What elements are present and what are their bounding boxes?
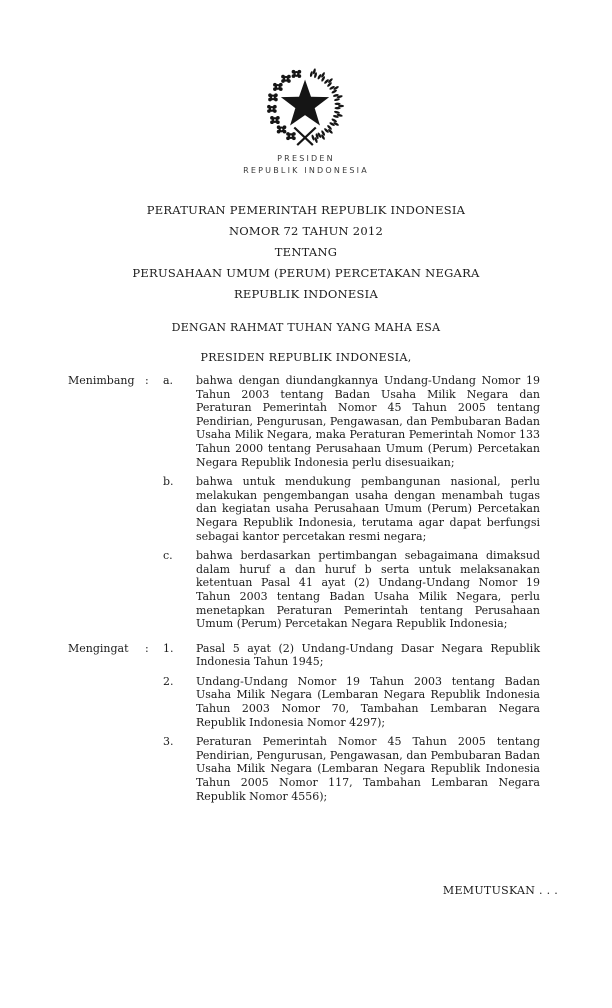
item-marker: a. [163, 374, 174, 387]
invocation-line: DENGAN RAHMAT TUHAN YANG MAHA ESA [171, 321, 441, 334]
considerations-colon: : [145, 374, 149, 387]
considerations-label: Menimbang [68, 374, 135, 387]
title-line-1: PERATURAN PEMERINTAH REPUBLIK INDONESIA [146, 203, 466, 217]
letterhead-caption-line1: PRESIDEN [277, 154, 335, 163]
item-marker: b. [163, 475, 174, 489]
catchword-memutuskan: MEMUTUSKAN . . . [442, 884, 558, 897]
legal-basis-label: Mengingat [68, 641, 129, 655]
title-line-4: PERUSAHAAN UMUM (PERUM) PERCETAKAN NEGARA [132, 266, 480, 280]
considerations-section [68, 374, 540, 631]
item-text: Undang-Undang Nomor 19 Tahun 2003 tentang Badan Usaha Milik Negara (Lembaran Negara Republik Indonesia Tahun 2003 Nomor 70, Tambahan Lembaran Negara Republik Indonesia Nomor 4297); [196, 674, 540, 729]
legal-basis-items [161, 642, 540, 804]
item-text: bahwa untuk mendukung pembangunan nasional, perlu melakukan pengembangan usaha dengan menambah tugas dan kegiatan usaha Perusahaan Umum (Perum) Percetakan Negara Republik Indonesia, terutama agar dapat berfungsi sebagai kantor percetakan resmi negara; [196, 475, 540, 543]
item-text: bahwa dengan diundangkannya Undang-Undang Nomor 19 Tahun 2003 tentang Badan Usaha Milik Negara dan Peraturan Pemerintah Nomor 45 Tahun 2005 tentang Pendirian, Pengurusan, Pengawasan, dan Pembubaran Badan Usaha Milik Negara, maka Peraturan Pemerintah Nomor 133 Tahun 2000 tentang Perusahaan Umum (Perum) Percetakan Negara Republik Indonesia perlu disesuaikan; [196, 374, 540, 469]
authority-line: PRESIDEN REPUBLIK INDONESIA, [200, 351, 412, 364]
consideration-item-b [161, 475, 540, 543]
legal-basis-item-1 [161, 642, 540, 669]
title-line-5: REPUBLIK INDONESIA [233, 287, 379, 301]
title-line-3: TENTANG [274, 245, 338, 259]
title-line-2: NOMOR 72 TAHUN 2012 [228, 224, 384, 238]
letterhead [0, 62, 612, 177]
preamble-sections [68, 374, 540, 803]
item-marker: 3. [163, 735, 174, 749]
item-marker: 2. [163, 674, 174, 688]
legal-basis-item-3 [161, 735, 540, 803]
item-marker: 1. [163, 641, 174, 655]
letterhead-caption-line2: REPUBLIK INDONESIA [243, 166, 369, 175]
consideration-item-a [161, 374, 540, 469]
regulation-title [0, 200, 612, 305]
consideration-item-c [161, 549, 540, 631]
legal-basis-colon: : [145, 641, 149, 655]
legal-basis-item-2 [161, 675, 540, 729]
item-text: Pasal 5 ayat (2) Undang-Undang Dasar Negara Republik Indonesia Tahun 1945; [196, 641, 540, 669]
considerations-items [161, 374, 540, 631]
item-marker: c. [163, 549, 173, 563]
legal-basis-section [68, 642, 540, 804]
presidential-seal-icon [256, 62, 356, 148]
item-text: Peraturan Pemerintah Nomor 45 Tahun 2005 tentang Pendirian, Pengurusan, Pengawasan, dan Pembubaran Badan Usaha Milik Negara (Lembaran Negara Republik Indonesia Tahun 2005 Nomor 117, Tambahan Lembaran Negara Republik Nomor 4556); [196, 735, 540, 803]
star-glyph [281, 80, 329, 126]
letterhead-caption [243, 153, 369, 177]
item-text: bahwa berdasarkan pertimbangan sebagaimana dimaksud dalam huruf a dan huruf b serta untuk melaksanakan ketentuan Pasal 41 ayat (2) Undang-Undang Nomor 19 Tahun 2003 tentang Badan Usaha Milik Negara, perlu menetapkan Peraturan Pemerintah tentang Perusahaan Umum (Perum) Percetakan Negara Republik Indonesia; [196, 549, 540, 631]
